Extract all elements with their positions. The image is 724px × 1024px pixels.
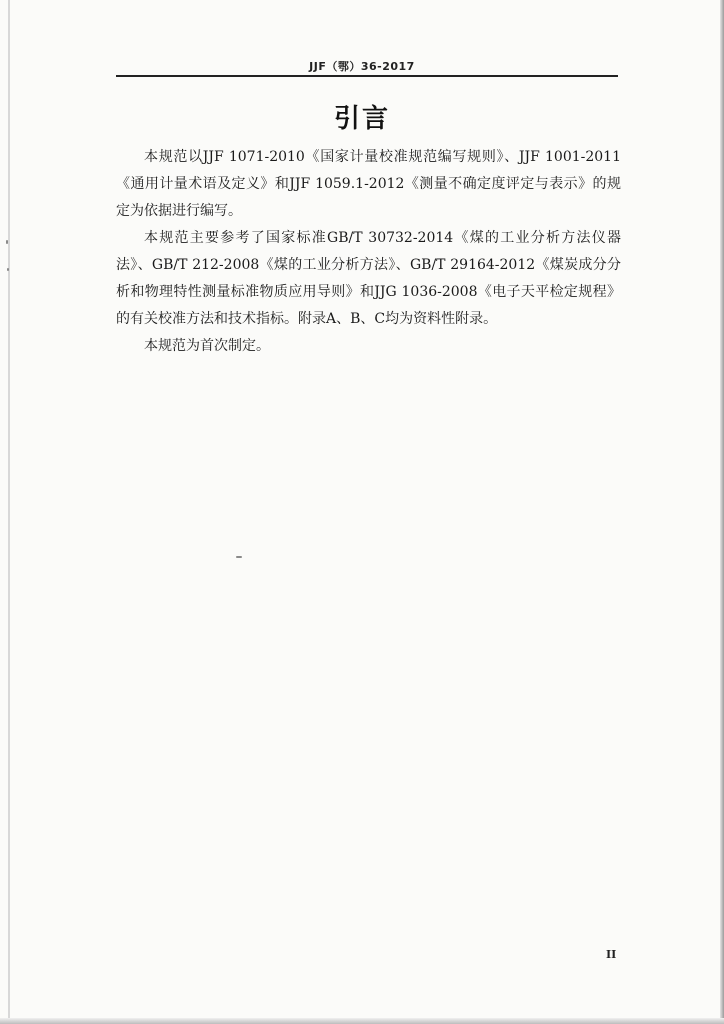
paragraph-first-edition: 本规范为首次制定。: [144, 338, 270, 354]
scan-speck: [236, 556, 242, 558]
document-code-header: JJF（鄂）36-2017: [309, 60, 415, 73]
scan-right-edge: [720, 0, 724, 1024]
scan-speck: [6, 240, 8, 244]
scan-speck: [7, 268, 9, 271]
header-rule: [116, 75, 618, 77]
scan-left-edge: [8, 0, 10, 1024]
page-title: 引言: [333, 104, 390, 134]
paragraph-references: 本规范主要参考了国家标准GB/T 30732-2014《煤的工业分析方法仪器法》、GB/T 212-2008《煤的工业分析方法》、GB/T 29164-2012《煤炭成分分析和物理特性测量标准物质应用导则》和JJG 1036-2008《电子天平检定规程》的有关校准方法和技术指标。附录A、B、C均为资料性附录。: [116, 230, 621, 327]
scan-bottom-edge: [0, 1018, 724, 1024]
paragraph-basis: 本规范以JJF 1071-2010《国家计量校准规范编写规则》、JJF 1001-2011《通用计量术语及定义》和JJF 1059.1-2012《测量不确定度评定与表示》的规定为依据进行编写。: [116, 149, 621, 219]
body-text: [116, 144, 621, 360]
page-number: II: [606, 948, 617, 961]
